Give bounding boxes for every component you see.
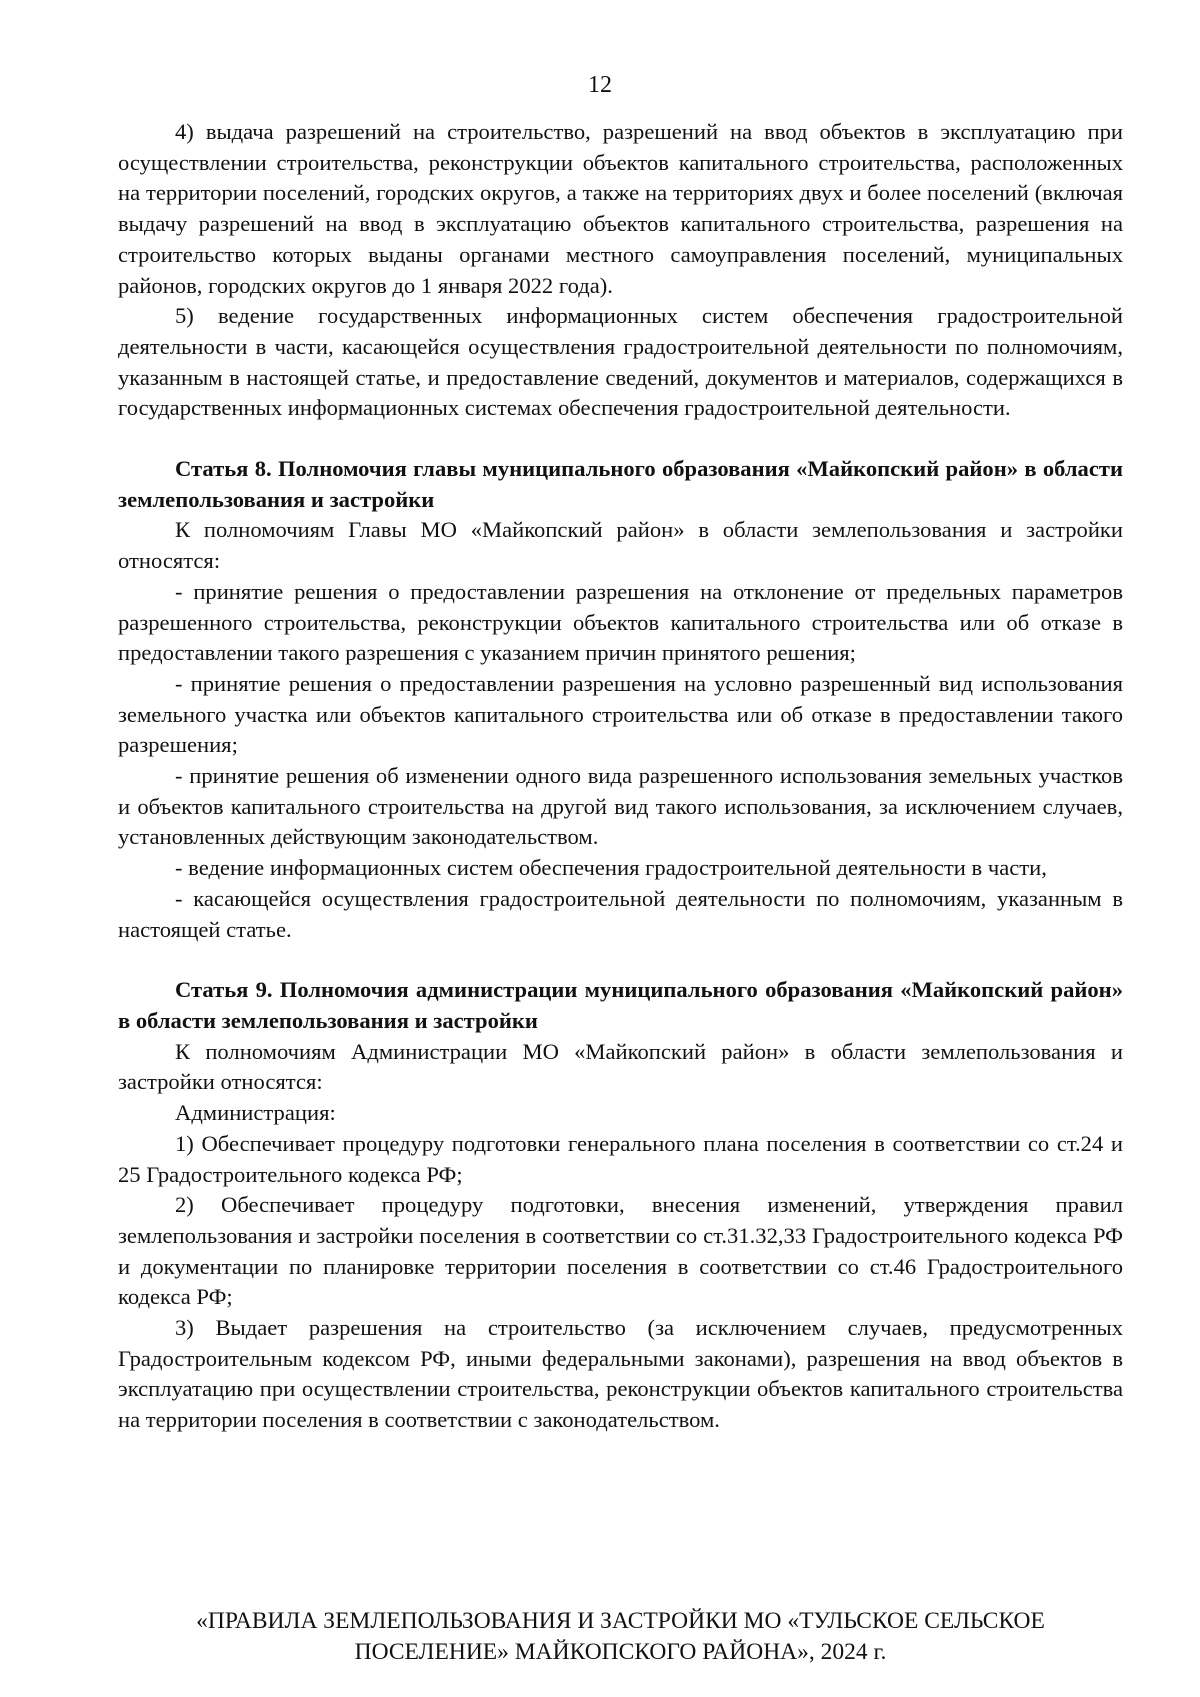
footer-line-1: «ПРАВИЛА ЗЕМЛЕПОЛЬЗОВАНИЯ И ЗАСТРОЙКИ МО «ТУЛЬСКОЕ СЕЛЬСКОЕ	[196, 1608, 1045, 1634]
article-9-subject: Администрация:	[175, 1100, 336, 1126]
page-number: 12	[588, 72, 612, 98]
section-spacer	[118, 945, 1123, 975]
article-8-heading: Статья 8. Полномочия главы муниципального образования «Майкопский район» в области землепользования и застройки	[118, 456, 1123, 512]
footer-line-2: ПОСЕЛЕНИЕ» МАЙКОПСКОГО РАЙОНА», 2024 г.	[354, 1639, 887, 1665]
article-9-item-3: 3) Выдает разрешения на строительство (за исключением случаев, предусмотренных Градостроительным кодексом РФ, иными федеральными законами), разрешения на ввод объектов в эксплуатацию при осуществлении строительства, реконструкции объектов капитального строительства на территории поселения в соответствии с законодательством.	[118, 1315, 1123, 1433]
article-9-intro: К полномочиям Администрации МО «Майкопский район» в области землепользования и застройки относятся:	[118, 1038, 1123, 1095]
article-9-heading: Статья 9. Полномочия администрации муниципального образования «Майкопский район» в области землепользования и застройки	[118, 977, 1123, 1033]
article-9-item-1: 1) Обеспечивает процедуру подготовки генерального плана поселения в соответствии со ст.24 и 25 Градостроительного кодекса РФ;	[118, 1130, 1123, 1187]
section-spacer	[118, 424, 1123, 454]
article-8-item: - принятие решения о предоставлении разрешения на отклонение от предельных параметров разрешенного строительства, реконструкции объектов капитального строительства или об отказе в предоставлении такого разрешения с указанием причин принятого решения;	[118, 578, 1123, 666]
article-8-intro: К полномочиям Главы МО «Майкопский район» в области землепользования и застройки относятся:	[118, 517, 1123, 574]
article-8-item: - касающейся осуществления градостроительной деятельности по полномочиям, указанным в настоящей статье.	[118, 885, 1123, 942]
article-8-item: - принятие решения об изменении одного вида разрешенного использования земельных участков и объектов капитального строительства на другой вид такого использования, за исключением случаев, установленных действующим законодательством.	[118, 763, 1123, 850]
article-8-item: - принятие решения о предоставлении разрешения на условно разрешенный вид использования земельного участка или объектов капитального строительства или об отказе в предоставлении такого разрешения;	[118, 670, 1123, 758]
paragraph-item-4: 4) выдача разрешений на строительство, разрешений на ввод объектов в эксплуатацию при осуществлении строительства, реконструкции объектов капитального строительства, расположенных на территории поселений, городских округов, а также на территориях двух и более поселений (включая выдачу разрешений на ввод в эксплуатацию объектов капитального строительства, разрешения на строительство которых выданы органами местного самоуправления поселений, муниципальных районов, городских округов до 1 января 2022 года).	[118, 119, 1123, 298]
paragraph-item-5: 5) ведение государственных информационных систем обеспечения градостроительной деятельности в части, касающейся осуществления градостроительной деятельности по полномочиям, указанным в настоящей статье, и предоставление сведений, документов и материалов, содержащихся в государственных информационных системах обеспечения градостроительной деятельности.	[118, 303, 1123, 421]
article-8-item: - ведение информационных систем обеспечения градостроительной деятельности в части,	[175, 855, 1047, 881]
document-footer	[118, 1606, 1123, 1668]
article-9-item-2: 2) Обеспечивает процедуру подготовки, внесения изменений, утверждения правил землепользования и застройки поселения в соответствии со ст.31.32,33 Градостроительного кодекса РФ и документации по планировке территории поселения в соответствии со ст.46 Градостроительного кодекса РФ;	[118, 1192, 1123, 1310]
document-body	[118, 117, 1123, 1436]
